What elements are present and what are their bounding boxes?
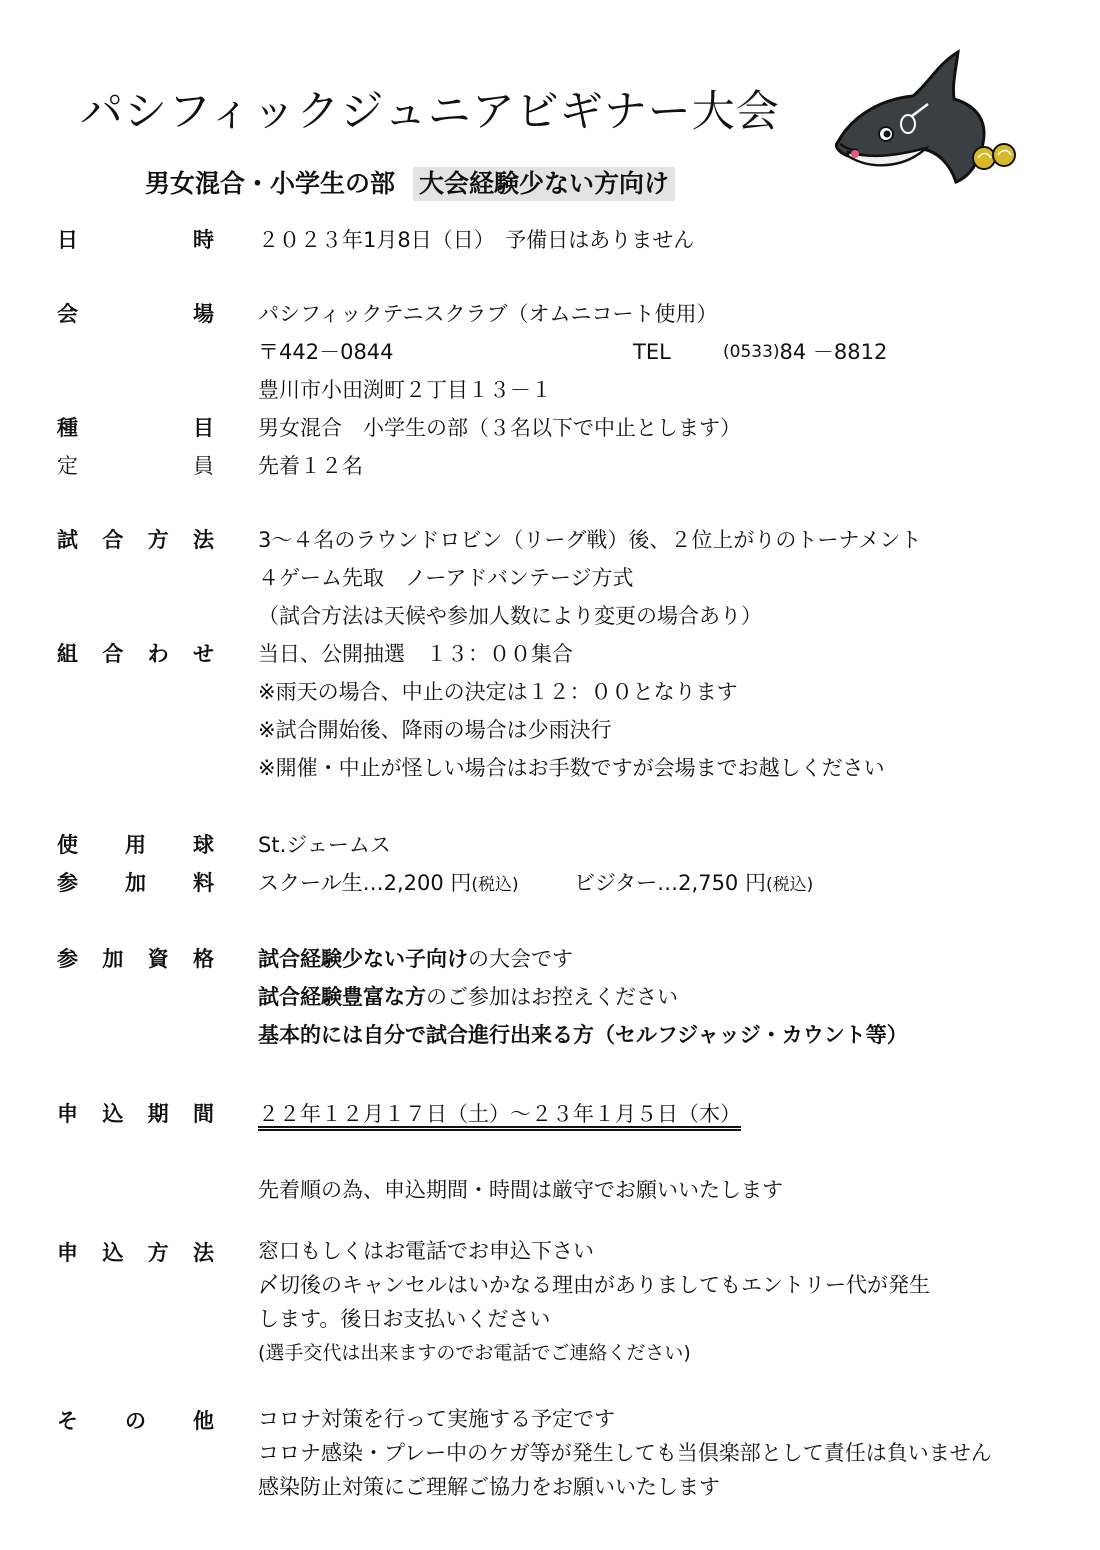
tel-area-code: (0533) xyxy=(723,342,780,362)
section-label: 種 目 xyxy=(57,416,214,440)
tel-number: 84 －8812 xyxy=(779,340,888,364)
section-label: 定 員 xyxy=(57,454,214,478)
tel-label: TEL xyxy=(633,340,671,364)
section-label: 使 用 球 xyxy=(57,833,214,857)
format-line: ４ゲーム先取 ノーアドバンテージ方式 xyxy=(258,566,634,590)
section-content xyxy=(258,409,741,447)
section-label: 参 加 資 格 xyxy=(57,947,214,971)
ball-text: St.ジェームス xyxy=(258,833,391,857)
section-content xyxy=(258,864,813,902)
other-line: コロナ感染・プレー中のケガ等が発生しても当倶楽部として責任は負いません xyxy=(258,1441,992,1465)
capacity-text: 先着１２名 xyxy=(258,454,363,478)
fee-school-tax: (税込) xyxy=(471,875,519,895)
draw-line: ※開催・中止が怪しい場合はお手数ですが会場までお越しください xyxy=(258,756,885,780)
section-content xyxy=(258,521,922,635)
section-label: 申 込 期 間 xyxy=(57,1102,214,1126)
section-label: 組 合 わ せ xyxy=(57,642,214,666)
draw-line: ※雨天の場合、中止の決定は１２：００となります xyxy=(258,680,738,704)
section-content xyxy=(258,940,908,1054)
method-line: します。後日お支払いください xyxy=(258,1307,551,1331)
fee-school: スクール生…2,200 円 xyxy=(258,871,472,895)
venue-contact xyxy=(258,333,887,371)
period-note: 先着順の為、申込期間・時間は厳守でお願いいたします xyxy=(258,1178,783,1202)
method-note: (選手交代は出来ますのでお電話でご連絡ください) xyxy=(258,1342,691,1364)
section-content xyxy=(258,295,887,409)
eligibility-line: 試合経験豊富な方のご参加はお控えください xyxy=(258,985,678,1009)
section-content xyxy=(258,447,363,485)
section-content xyxy=(258,221,694,259)
section-content xyxy=(258,1234,930,1370)
fee-visitor: ビジター…2,750 円 xyxy=(574,871,766,895)
section-label: 参 加 料 xyxy=(57,871,214,895)
subtitle-highlight: 大会経験少ない方向け xyxy=(413,167,675,201)
section-content xyxy=(258,826,391,864)
venue-address: 豊川市小田渕町２丁目１３－１ xyxy=(258,378,552,402)
section-label: 会 場 xyxy=(57,302,214,326)
eligibility-line: 試合経験少ない子向けの大会です xyxy=(258,947,573,971)
other-line: 感染防止対策にご理解ご協力をお願いいたします xyxy=(258,1475,720,1499)
fee-line xyxy=(258,864,813,902)
method-line: 窓口もしくはお電話でお申込下さい xyxy=(258,1239,594,1263)
subtitle-main: 男女混合・小学生の部 xyxy=(145,169,396,198)
format-line: （試合方法は天候や参加人数により変更の場合あり） xyxy=(258,604,762,628)
method-line: 〆切後のキャンセルはいかなる理由がありましてもエントリー代が発生 xyxy=(258,1273,930,1297)
draw-line: 当日、公開抽選 １３：００集合 xyxy=(258,642,573,666)
eligibility-line: 基本的には自分で試合進行出来る方（セルフジャッジ・カウント等） xyxy=(258,1023,908,1047)
other-line: コロナ対策を行って実施する予定です xyxy=(258,1407,615,1431)
section-label: そ の 他 xyxy=(57,1409,214,1433)
section-label: 試 合 方 法 xyxy=(57,528,214,552)
section-label: 日 時 xyxy=(57,228,214,252)
page-title: パシフィックジュニアビギナー大会 xyxy=(80,87,780,137)
postal-code: 〒442－0844 xyxy=(258,340,394,364)
venue-name: パシフィックテニスクラブ（オムニコート使用） xyxy=(258,302,718,326)
fee-visitor-tax: (税込) xyxy=(765,875,814,895)
section-content xyxy=(258,635,885,787)
subtitle xyxy=(145,164,675,200)
event-text: 男女混合 小学生の部（３名以下で中止とします） xyxy=(258,416,741,440)
section-label: 申 込 方 法 xyxy=(57,1241,214,1265)
section-content xyxy=(258,1095,783,1209)
dolphin-mascot-icon xyxy=(828,44,1028,184)
format-line: 3～４名のラウンドロビン（リーグ戦）後、２位上がりのトーナメント xyxy=(258,528,922,552)
period-dates: ２２年１２月１７日（土）～２３年１月５日（木） xyxy=(258,1102,741,1126)
date-text: ２０２３年1月8日（日） 予備日はありません xyxy=(258,228,695,252)
draw-line: ※試合開始後、降雨の場合は少雨決行 xyxy=(258,718,612,742)
section-content xyxy=(258,1402,992,1504)
